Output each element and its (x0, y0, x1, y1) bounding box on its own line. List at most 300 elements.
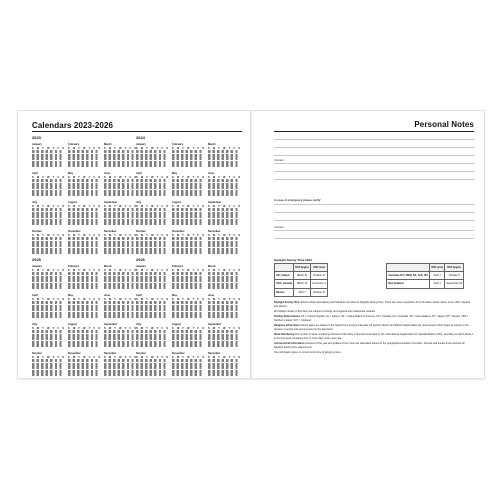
week-row (32, 237, 64, 240)
week-row (32, 337, 64, 340)
weekday-letter: F (129, 205, 131, 208)
week-row (136, 315, 168, 318)
week-row (68, 183, 100, 186)
week-row (136, 344, 168, 347)
week-row (136, 164, 168, 167)
day-rows (68, 208, 100, 226)
week-row (32, 344, 64, 347)
week-row (208, 157, 240, 160)
month-grid (172, 265, 204, 293)
week-row (172, 215, 204, 218)
week-row (68, 219, 100, 222)
day-rows (172, 150, 204, 168)
weekday-letter: F (233, 327, 235, 330)
month-name: July (136, 323, 142, 326)
week-row (136, 251, 168, 254)
week-row (208, 366, 240, 369)
page-title: Calendars 2023-2026 (32, 121, 114, 130)
weekday-letter: S (68, 176, 70, 179)
day-rows (32, 179, 64, 197)
week-row (172, 241, 204, 244)
weekday-letter: T (42, 147, 44, 150)
weekday-letter: M (108, 298, 111, 301)
weekday-letter: F (197, 205, 199, 208)
weekday-letter: F (93, 205, 95, 208)
weekday-letter: S (62, 327, 64, 330)
column-header (387, 264, 430, 272)
weekday-letter: S (136, 269, 138, 272)
week-row (68, 244, 100, 247)
day-rows (68, 150, 100, 168)
weekday-letter: W (83, 176, 86, 179)
weekday-letter: S (104, 176, 106, 179)
week-row (32, 219, 64, 222)
week-row (208, 363, 240, 366)
weekday-letter: T (146, 147, 148, 150)
week-row (68, 301, 100, 304)
week-row (136, 366, 168, 369)
weekday-letter: T (42, 298, 44, 301)
day-rows (68, 301, 100, 319)
week-row (172, 312, 204, 315)
weekday-letter: T (156, 356, 159, 359)
weekday-letter: S (98, 176, 100, 179)
weekday-letter: S (134, 356, 136, 359)
weekday-letter: T (192, 234, 195, 237)
month-name: September (104, 201, 118, 204)
week-row (104, 272, 136, 275)
day-rows (208, 330, 240, 348)
note-text: Seasons of the year and phases of the moon are calculated based on the geographical location of London. Sunrise and sunset times account for Daylight Saving Time adjustments. (274, 342, 465, 349)
date-cell: April 7 (430, 272, 445, 280)
write-line[interactable] (274, 220, 474, 221)
weekday-letter: T (218, 298, 220, 301)
month-name: September (104, 323, 118, 326)
note-heading: Religious Information (274, 324, 301, 328)
note-heading: Daylight Saving Time (274, 301, 300, 304)
week-row (136, 279, 168, 282)
weekday-letter: M (176, 269, 179, 272)
week-row (208, 370, 240, 373)
week-row (104, 312, 136, 315)
week-row (68, 363, 100, 366)
week-row (208, 341, 240, 344)
weekday-letter: S (202, 356, 204, 359)
weekday-letter: S (32, 234, 34, 237)
week-row (208, 286, 240, 289)
weekday-letter: W (83, 234, 86, 237)
weekday-letter: T (146, 356, 148, 359)
weekday-letter: T (88, 176, 91, 179)
week-row (136, 154, 168, 157)
month-name: September (208, 323, 222, 326)
week-row (136, 359, 168, 362)
weekday-letter: S (202, 327, 204, 330)
month-grid (172, 323, 204, 351)
weekday-letter: W (47, 269, 50, 272)
week-row (104, 283, 136, 286)
weekday-letter: F (57, 327, 59, 330)
year-calendar (32, 257, 134, 377)
week-row (32, 164, 64, 167)
month-grid (68, 265, 100, 293)
weekday-letter: F (57, 298, 59, 301)
month-grid (32, 265, 64, 293)
weekday-letter: T (146, 176, 148, 179)
weekday-letter: T (124, 269, 127, 272)
weekday-letter: S (166, 298, 168, 301)
week-row (104, 286, 136, 289)
week-row (104, 186, 136, 189)
week-row (68, 308, 100, 311)
week-row (208, 161, 240, 164)
week-row (68, 366, 100, 369)
week-row (172, 219, 204, 222)
week-row (68, 161, 100, 164)
week-row (32, 308, 64, 311)
weekday-letter: S (62, 147, 64, 150)
weekday-letter: T (156, 269, 159, 272)
weekday-letter: W (223, 176, 226, 179)
weekday-letter: F (161, 269, 163, 272)
weekday-letter: W (223, 234, 226, 237)
week-row (136, 237, 168, 240)
write-line[interactable] (274, 155, 474, 156)
weekday-letter: T (114, 234, 116, 237)
day-rows (136, 330, 168, 348)
week-row (208, 244, 240, 247)
title-rule (274, 131, 474, 132)
month-name: March (208, 143, 216, 146)
week-row (68, 150, 100, 153)
week-row (104, 164, 136, 167)
weekday-letter: T (218, 234, 220, 237)
month-grid (68, 172, 100, 200)
weekday-letter: F (233, 234, 235, 237)
weekday-letter: S (238, 176, 240, 179)
week-row (104, 301, 136, 304)
weekday-letter: T (78, 205, 80, 208)
weekday-letter: M (72, 147, 75, 150)
weekday-letter: T (218, 147, 220, 150)
weekday-letter: F (57, 234, 59, 237)
week-row (32, 212, 64, 215)
write-line[interactable] (274, 179, 474, 180)
week-row (32, 244, 64, 247)
weekday-letter: S (166, 205, 168, 208)
weekday-letter: S (136, 234, 138, 237)
week-row (68, 272, 100, 275)
weekday-letter: M (176, 356, 179, 359)
weekday-letter: F (129, 356, 131, 359)
weekday-letter: M (36, 176, 39, 179)
month-grid (68, 230, 100, 258)
weekday-letter: W (223, 356, 226, 359)
week-row (136, 208, 168, 211)
month-name: June (208, 294, 215, 297)
month-name: January (32, 265, 42, 268)
weekday-letter: S (208, 205, 210, 208)
weekday-letter: T (42, 327, 44, 330)
week-row (68, 337, 100, 340)
week-row (136, 215, 168, 218)
weekday-letter: F (93, 327, 95, 330)
weekday-letter: F (129, 298, 131, 301)
month-name: July (32, 201, 38, 204)
month-name: August (172, 201, 181, 204)
month-name: August (68, 323, 77, 326)
weekday-letter: F (93, 234, 95, 237)
weekday-letter: T (146, 205, 148, 208)
weekday-letter: S (104, 298, 106, 301)
month-grid (136, 230, 168, 258)
week-row (136, 341, 168, 344)
week-row (104, 344, 136, 347)
year-label: 2026 (136, 257, 145, 262)
week-row (32, 373, 64, 376)
weekday-letter: W (223, 147, 226, 150)
weekday-letter: T (78, 176, 80, 179)
weekday-letter: F (197, 356, 199, 359)
weekday-letter: W (83, 327, 86, 330)
weekday-letter: T (124, 356, 127, 359)
weekday-letter: T (114, 269, 116, 272)
write-line[interactable] (274, 238, 474, 239)
note-paragraph (274, 333, 474, 340)
week-row (208, 251, 240, 254)
weekday-letter: S (68, 327, 70, 330)
week-row (172, 244, 204, 247)
weekday-letter: W (119, 298, 122, 301)
weekday-letter: W (151, 298, 154, 301)
week-row (104, 208, 136, 211)
week-row (32, 248, 64, 251)
column-header: DST ends (311, 264, 328, 272)
month-name: May (68, 172, 74, 175)
year-calendar (136, 135, 238, 255)
month-name: January (32, 143, 42, 146)
week-row (208, 222, 240, 225)
month-grid (208, 294, 240, 322)
write-line[interactable] (274, 163, 474, 164)
weekday-letter: W (151, 356, 154, 359)
day-rows (136, 179, 168, 197)
week-row (32, 186, 64, 189)
week-row (68, 154, 100, 157)
weekday-letter: S (136, 205, 138, 208)
emergency-label: In case of emergency please notify: (274, 198, 322, 202)
month-grid (172, 143, 204, 171)
weekday-letter: F (197, 298, 199, 301)
weekday-letter: T (156, 298, 159, 301)
week-row (172, 186, 204, 189)
week-row (172, 183, 204, 186)
weekday-letter: T (52, 147, 55, 150)
weekday-letter: S (238, 327, 240, 330)
weekday-letter: F (129, 147, 131, 150)
month-grid (136, 201, 168, 229)
note-heading: Holiday Abbreviations (274, 315, 301, 319)
month-name: May (172, 294, 178, 297)
weekday-letter: S (32, 205, 34, 208)
weekday-letter: T (218, 327, 220, 330)
region-cell: Mexico (275, 288, 294, 296)
weekday-letter: T (156, 176, 159, 179)
date-cell: November 3 (311, 280, 328, 288)
weekday-letter: M (108, 356, 111, 359)
week-row (68, 208, 100, 211)
week-row (32, 301, 64, 304)
month-name: January (136, 143, 146, 146)
weekday-letter: T (228, 176, 231, 179)
week-row (208, 272, 240, 275)
weekday-letter: F (57, 176, 59, 179)
weekday-letter: M (140, 356, 143, 359)
month-grid (32, 230, 64, 258)
weekday-letter: W (119, 356, 122, 359)
weekday-letter: T (78, 356, 80, 359)
weekday-letter: T (218, 269, 220, 272)
weekday-letter: S (32, 147, 34, 150)
weekday-letter: S (62, 269, 64, 272)
weekday-letter: F (161, 356, 163, 359)
weekday-letter: F (197, 327, 199, 330)
weekday-letter: F (161, 176, 163, 179)
month-name: July (136, 201, 142, 204)
table-row (275, 288, 328, 296)
weekday-letter: S (208, 327, 210, 330)
week-row (32, 283, 64, 286)
weekday-letter: W (223, 298, 226, 301)
week-row (68, 190, 100, 193)
week-row (208, 193, 240, 196)
weekday-letter: T (182, 269, 184, 272)
day-rows (136, 272, 168, 290)
day-rows (208, 179, 240, 197)
week-row (172, 237, 204, 240)
week-row (172, 283, 204, 286)
weekday-letter: S (172, 147, 174, 150)
weekday-letter: M (140, 176, 143, 179)
week-row (32, 161, 64, 164)
weekday-letter: S (238, 234, 240, 237)
month-grid (208, 172, 240, 200)
weekday-letter: W (47, 147, 50, 150)
weekday-letter: M (108, 176, 111, 179)
write-line[interactable] (274, 147, 474, 148)
week-row (32, 183, 64, 186)
day-rows (208, 301, 240, 319)
weekday-letter: M (140, 269, 143, 272)
day-rows (172, 301, 204, 319)
weekday-letter: S (172, 298, 174, 301)
week-row (104, 222, 136, 225)
weekday-letter: T (114, 205, 116, 208)
weekday-letter: S (68, 298, 70, 301)
weekday-letter: S (208, 234, 210, 237)
weekday-letter: S (238, 147, 240, 150)
write-line[interactable] (274, 212, 474, 213)
weekday-letter: S (202, 176, 204, 179)
write-line[interactable] (274, 230, 474, 231)
weekday-letter: M (36, 205, 39, 208)
weekday-letter: W (187, 176, 190, 179)
weekday-letter: S (98, 269, 100, 272)
week-row (104, 241, 136, 244)
weekday-letter: S (68, 356, 70, 359)
weekday-letter: T (182, 327, 184, 330)
weekday-letter: T (114, 327, 116, 330)
week-row (32, 272, 64, 275)
weekday-letter: T (88, 327, 91, 330)
week-row (172, 212, 204, 215)
week-row (68, 283, 100, 286)
weekday-letter: T (156, 147, 159, 150)
month-grid (104, 265, 136, 293)
weekday-letter: T (52, 269, 55, 272)
week-row (68, 241, 100, 244)
week-row (32, 286, 64, 289)
week-row (208, 237, 240, 240)
weekday-letter: W (187, 205, 190, 208)
weekday-letter: T (78, 269, 80, 272)
week-row (136, 373, 168, 376)
weekday-letter: M (212, 327, 215, 330)
week-row (172, 179, 204, 182)
weekday-letter: S (238, 269, 240, 272)
weekday-letter: F (161, 234, 163, 237)
write-line[interactable] (274, 171, 474, 172)
week-row (208, 150, 240, 153)
week-row (104, 279, 136, 282)
weekday-letter: T (124, 234, 127, 237)
write-line[interactable] (274, 139, 474, 140)
weekday-letter: T (182, 356, 184, 359)
calendars-page (18, 111, 251, 378)
weekday-letter: T (52, 234, 55, 237)
day-rows (136, 301, 168, 319)
week-row (208, 359, 240, 362)
month-grid (32, 352, 64, 378)
weekday-letter: M (108, 234, 111, 237)
week-row (32, 341, 64, 344)
day-rows (208, 272, 240, 290)
month-name: November (68, 230, 81, 233)
week-row (32, 193, 64, 196)
weekday-letter: S (136, 147, 138, 150)
week-row (172, 190, 204, 193)
weekday-letter: T (114, 147, 116, 150)
weekday-letter: T (114, 176, 116, 179)
weekday-letter: M (176, 298, 179, 301)
year-label: 2024 (136, 135, 145, 140)
write-line[interactable] (274, 204, 474, 205)
weekday-letter: F (129, 176, 131, 179)
week-row (68, 305, 100, 308)
region-cell: USA, Canada (275, 280, 294, 288)
month-name: November (68, 352, 81, 355)
weekday-letter: W (119, 269, 122, 272)
weekday-letter: T (192, 298, 195, 301)
weekday-letter: T (218, 356, 220, 359)
week-row (68, 222, 100, 225)
weekday-letter: F (57, 147, 59, 150)
date-cell: April 7 (294, 288, 311, 296)
weekday-letter: F (93, 298, 95, 301)
week-row (104, 370, 136, 373)
week-row (68, 193, 100, 196)
weekday-letter: M (212, 205, 215, 208)
